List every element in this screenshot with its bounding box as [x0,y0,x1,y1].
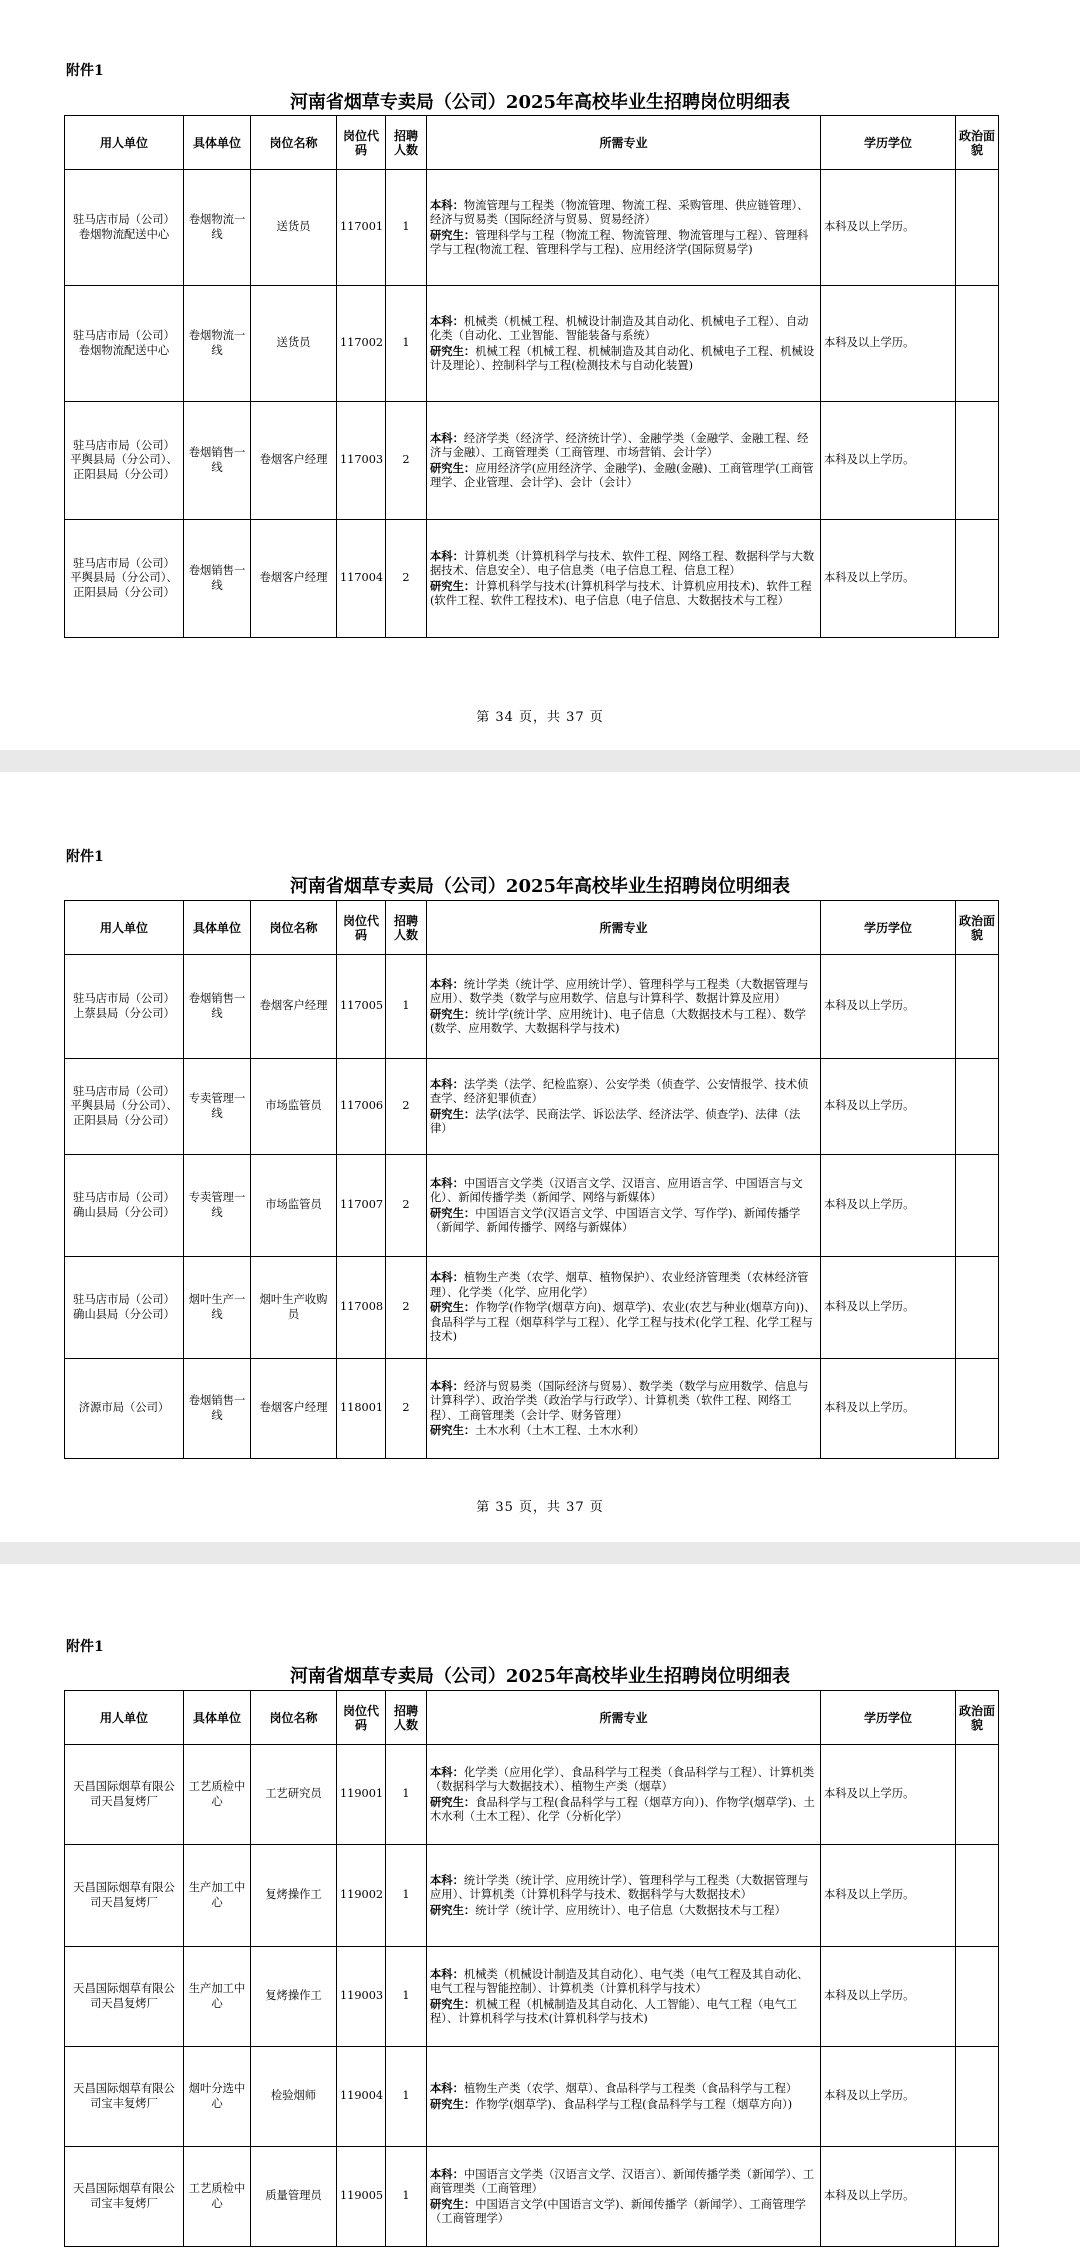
undergrad-label: 本科： [430,1764,464,1779]
cell-unit: 工艺质检中心 [184,1745,251,1845]
cell-code: 118001 [337,1359,386,1459]
cell-position: 卷烟客户经理 [251,955,337,1059]
attachment-label: 附件1 [66,63,104,79]
grad-label: 研究生： [430,1300,476,1315]
cell-code: 119001 [337,1745,386,1845]
cell-political [956,402,999,520]
grad-majors: 统计学(统计学、应用统计)、电子信息（大数据技术与工程）、数学(数学、应用数学、大数据科学与技术) [430,1007,806,1035]
cell-employer: 天昌国际烟草有限公司宝丰复烤厂 [65,2047,184,2147]
page-divider [0,1542,1080,1564]
grad-label: 研究生： [430,578,476,593]
header-position: 岗位名称 [251,116,337,170]
header-education: 学历学位 [821,116,956,170]
cell-count: 1 [386,286,427,402]
cell-unit: 卷烟销售一线 [184,1359,251,1459]
cell-political [956,1257,999,1359]
grad-label: 研究生： [430,343,476,358]
recruitment-table [64,115,999,638]
table-title: 河南省烟草专卖局（公司）2025年高校毕业生招聘岗位明细表 [289,92,791,113]
cell-political [956,955,999,1059]
cell-position: 质量管理员 [251,2147,337,2247]
undergrad-majors: 法学类（法学、纪检监察）、公安学类（侦查学、公安情报学、技术侦查学、经济犯罪侦查） [430,1077,809,1105]
cell-education: 本科及以上学历。 [821,1947,956,2047]
cell-code: 119005 [337,2147,386,2247]
cell-education: 本科及以上学历。 [821,1845,956,1947]
cell-position: 卷烟客户经理 [251,402,337,520]
cell-education: 本科及以上学历。 [821,520,956,638]
cell-unit: 卷烟物流一线 [184,286,251,402]
cell-major [427,286,821,402]
table-row [65,1745,999,1845]
page-footer: 第 35 页，共 37 页 [476,1500,604,1515]
grad-label: 研究生： [430,1996,476,2011]
recruitment-table [64,900,999,1459]
grad-majors: 机械工程（机械制造及其自动化、人工智能）、电气工程（电气工程）、计算机科学与技术(计算机科学与技术) [430,1997,798,2025]
grad-label: 研究生： [430,2096,476,2111]
grad-majors: 土木水利（土木工程、土木水利） [475,1424,645,1437]
cell-code: 117008 [337,1257,386,1359]
cell-code: 117002 [337,286,386,402]
cell-unit: 生产加工中心 [184,1947,251,2047]
table-row [65,520,999,638]
header-major: 所需专业 [427,901,821,955]
cell-code: 119003 [337,1947,386,2047]
cell-employer: 天昌国际烟草有限公司天昌复烤厂 [65,1845,184,1947]
cell-major [427,955,821,1059]
header-position: 岗位名称 [251,901,337,955]
header-unit: 具体单位 [184,1691,251,1745]
cell-position: 工艺研究员 [251,1745,337,1845]
grad-majors: 法学(法学、民商法学、诉讼法学、经济法学、侦查学)、法律（法律） [430,1107,801,1135]
table-row [65,170,999,286]
grad-majors: 管理科学与工程（物流工程、物流管理、物流管理与工程）、管理科学与工程(物流工程、管理科学与工程)、应用经济学(国际贸易学) [430,228,809,256]
cell-count: 1 [386,955,427,1059]
cell-political [956,1359,999,1459]
cell-count: 1 [386,2147,427,2247]
table-row [65,1257,999,1359]
cell-count: 1 [386,2047,427,2147]
grad-label: 研究生： [430,1106,476,1121]
undergrad-majors: 机械类（机械工程、机械设计制造及其自动化、机械电子工程）、自动化类（自动化、工业智能、智能装备与系统） [430,314,809,342]
undergrad-majors: 统计学类（统计学、应用统计学）、管理科学与工程类（大数据管理与应用）、计算机类（计算机科学与技术、数据科学与大数据技术） [430,1873,809,1902]
cell-employer: 驻马店市局（公司）卷烟物流配送中心 [65,170,184,286]
cell-unit: 专卖管理一线 [184,1059,251,1155]
cell-employer: 驻马店市局（公司）平舆县局（分公司）、正阳县局（分公司） [65,520,184,638]
header-education: 学历学位 [821,1691,956,1745]
cell-education: 本科及以上学历。 [821,1257,956,1359]
cell-education: 本科及以上学历。 [821,1745,956,1845]
cell-code: 119004 [337,2047,386,2147]
grad-majors: 作物学(烟草学)、食品科学与工程(食品科学与工程（烟草方向）) [475,2097,793,2111]
cell-political [956,286,999,402]
cell-employer: 天昌国际烟草有限公司宝丰复烤厂 [65,2147,184,2247]
cell-position: 卷烟客户经理 [251,1359,337,1459]
cell-education: 本科及以上学历。 [821,170,956,286]
cell-employer: 驻马店市局（公司）平舆县局（分公司）、正阳县局（分公司） [65,1059,184,1155]
undergrad-majors: 植物生产类（农学、烟草）、食品科学与工程类（食品科学与工程） [463,2082,798,2095]
doc-page-35 [0,772,1080,1542]
undergrad-majors: 中国语言文学类（汉语言文学、汉语言）、新闻传播学类（新闻学）、工商管理类（工商管理） [430,2167,815,2195]
grad-label: 研究生： [430,1423,476,1437]
cell-count: 2 [386,402,427,520]
cell-political [956,1059,999,1155]
undergrad-label: 本科： [430,430,464,445]
cell-position: 检验烟师 [251,2047,337,2147]
cell-education: 本科及以上学历。 [821,2147,956,2247]
cell-major [427,402,821,520]
undergrad-majors: 植物生产类（农学、烟草、植物保护）、农业经济管理类（农林经济管理）、化学类（化学、应用化学） [430,1271,809,1299]
cell-position: 复烤操作工 [251,1845,337,1947]
undergrad-label: 本科： [430,1270,464,1285]
cell-position: 市场监管员 [251,1059,337,1155]
cell-count: 2 [386,520,427,638]
header-count: 招聘人数 [386,901,427,955]
cell-employer: 驻马店市局（公司）卷烟物流配送中心 [65,286,184,402]
header-code: 岗位代码 [337,1691,386,1745]
grad-label: 研究生： [430,1006,476,1021]
grad-label: 研究生： [430,227,476,242]
cell-major [427,520,821,638]
grad-label: 研究生： [430,1205,476,1220]
undergrad-label: 本科： [430,2166,464,2181]
header-row [65,116,999,170]
cell-major [427,170,821,286]
cell-code: 117007 [337,1155,386,1257]
doc-page-36 [0,1564,1080,2265]
cell-political [956,1155,999,1257]
cell-unit: 卷烟销售一线 [184,402,251,520]
header-code: 岗位代码 [337,116,386,170]
table-row [65,1359,999,1459]
undergrad-majors: 计算机类（计算机科学与技术、软件工程、网络工程、数据科学与大数据技术、信息安全）、电子信息类（电子信息工程、信息工程） [430,549,815,577]
cell-major [427,1845,821,1947]
cell-unit: 工艺质检中心 [184,2147,251,2247]
cell-political [956,170,999,286]
header-count: 招聘人数 [386,1691,427,1745]
cell-position: 送货员 [251,286,337,402]
table-row [65,2047,999,2147]
grad-majors: 中国语言文学(中国语言文学)、新闻传播学（新闻学）、工商管理学（工商管理学） [430,2197,806,2225]
undergrad-majors: 物流管理与工程类（物流管理、物流工程、采购管理、供应链管理）、经济与贸易类（国际经济与贸易、贸易经济） [430,198,809,226]
cell-count: 2 [386,1155,427,1257]
cell-major [427,1059,821,1155]
cell-education: 本科及以上学历。 [821,1059,956,1155]
header-unit: 具体单位 [184,116,251,170]
grad-label: 研究生： [430,460,476,475]
header-position: 岗位名称 [251,1691,337,1745]
cell-political [956,520,999,638]
cell-political [956,1947,999,2047]
cell-count: 1 [386,1745,427,1845]
cell-education: 本科及以上学历。 [821,2047,956,2147]
grad-majors: 应用经济学(应用经济学、金融学)、金融(金融)、工商管理学(工商管理学、企业管理、会计学)、会计（会计） [430,461,814,489]
cell-employer: 驻马店市局（公司）上蔡县局（分公司） [65,955,184,1059]
table-row [65,955,999,1059]
undergrad-label: 本科： [430,2081,464,2095]
undergrad-label: 本科： [430,1076,464,1091]
grad-majors: 食品科学与工程(食品科学与工程（烟草方向）)、作物学(烟草学)、土木水利（土木工程）、化学（分析化学） [430,1795,815,1823]
cell-major [427,1745,821,1845]
grad-majors: 计算机科学与技术(计算机科学与技术、计算机应用技术)、软件工程(软件工程、软件工程技术)、电子信息（电子信息、大数据技术与工程） [430,579,812,607]
grad-majors: 机械工程（机械工程、机械制造及其自动化、机械电子工程、机械设计及理论）、控制科学与工程(检测技术与自动化装置) [430,344,815,372]
undergrad-majors: 经济与贸易类（国际经济与贸易）、数学类（数学与应用数学、信息与计算科学）、政治学类（政治学与行政学）、计算机类（软件工程、网络工程）、工商管理类（会计学、财务管理） [430,1379,809,1422]
undergrad-label: 本科： [430,1175,464,1190]
cell-unit: 烟叶生产一线 [184,1257,251,1359]
cell-employer: 天昌国际烟草有限公司天昌复烤厂 [65,1745,184,1845]
header-political: 政治面貌 [956,1691,999,1745]
cell-education: 本科及以上学历。 [821,955,956,1059]
undergrad-label: 本科： [430,976,464,991]
undergrad-majors: 统计学类（统计学、应用统计学）、管理科学与工程类（大数据管理与应用）、数学类（数学与应用数学、信息与计算科学、数据计算及应用） [430,977,809,1005]
header-employer: 用人单位 [65,116,184,170]
table-row [65,1059,999,1155]
header-major: 所需专业 [427,116,821,170]
undergrad-majors: 中国语言文学类（汉语言文学、汉语言、应用语言学、中国语言与文化）、新闻传播学类（新闻学、网络与新媒体） [430,1176,803,1204]
cell-unit: 烟叶分选中心 [184,2047,251,2147]
grad-majors: 中国语言文学(汉语言文学、中国语言文学、写作学)、新闻传播学（新闻学、新闻传播学、网络与新媒体） [430,1206,801,1234]
cell-political [956,1745,999,1845]
cell-political [956,1845,999,1947]
cell-major [427,2047,821,2147]
attachment-label: 附件1 [66,849,104,865]
cell-education: 本科及以上学历。 [821,1155,956,1257]
grad-label: 研究生： [430,2196,476,2211]
undergrad-label: 本科： [430,1378,464,1393]
cell-major [427,1155,821,1257]
cell-code: 119002 [337,1845,386,1947]
table-title: 河南省烟草专卖局（公司）2025年高校毕业生招聘岗位明细表 [289,1666,791,1687]
header-political: 政治面貌 [956,116,999,170]
undergrad-majors: 经济学类（经济学、经济统计学）、金融学类（金融学、金融工程、经济与金融）、工商管理类（工商管理、市场营销、会计学） [430,431,809,459]
cell-unit: 卷烟销售一线 [184,955,251,1059]
grad-label: 研究生： [430,1794,476,1809]
undergrad-label: 本科： [430,313,464,328]
cell-position: 市场监管员 [251,1155,337,1257]
cell-employer: 驻马店市局（公司）平舆县局（分公司）、正阳县局（分公司） [65,402,184,520]
header-unit: 具体单位 [184,901,251,955]
cell-employer: 驻马店市局（公司）确山县局（分公司） [65,1155,184,1257]
cell-education: 本科及以上学历。 [821,402,956,520]
table-row [65,1845,999,1947]
cell-count: 2 [386,1257,427,1359]
cell-major [427,2147,821,2247]
header-major: 所需专业 [427,1691,821,1745]
cell-political [956,2047,999,2147]
page-footer: 第 34 页，共 37 页 [476,710,604,725]
header-count: 招聘人数 [386,116,427,170]
cell-employer: 天昌国际烟草有限公司天昌复烤厂 [65,1947,184,2047]
cell-position: 卷烟客户经理 [251,520,337,638]
cell-unit: 专卖管理一线 [184,1155,251,1257]
page-divider [0,750,1080,772]
table-row [65,286,999,402]
header-employer: 用人单位 [65,901,184,955]
table-title: 河南省烟草专卖局（公司）2025年高校毕业生招聘岗位明细表 [289,876,791,897]
cell-education: 本科及以上学历。 [821,1359,956,1459]
cell-count: 2 [386,1359,427,1459]
cell-code: 117003 [337,402,386,520]
undergrad-majors: 化学类（应用化学）、食品科学与工程类（食品科学与工程）、计算机类（数据科学与大数据技术）、植物生产类（烟草） [430,1765,815,1793]
cell-unit: 生产加工中心 [184,1845,251,1947]
header-employer: 用人单位 [65,1691,184,1745]
header-row [65,1691,999,1745]
recruitment-table [64,1690,999,2247]
table-row [65,402,999,520]
header-political: 政治面貌 [956,901,999,955]
grad-label: 研究生： [430,1902,476,1917]
cell-code: 117006 [337,1059,386,1155]
grad-majors: 作物学(作物学(烟草方向)、烟草学)、农业(农艺与种业(烟草方向))、食品科学与工程（烟草科学与工程）、化学工程与技术(化学工程、化学工程与技术) [430,1301,816,1344]
cell-position: 烟叶生产收购员 [251,1257,337,1359]
table-row [65,1947,999,2047]
cell-major [427,1257,821,1359]
cell-count: 1 [386,1947,427,2047]
table-row [65,2147,999,2247]
grad-majors: 统计学（统计学、应用统计）、电子信息（大数据技术与工程） [475,1903,786,1917]
cell-position: 复烤操作工 [251,1947,337,2047]
cell-political [956,2147,999,2247]
cell-code: 117005 [337,955,386,1059]
cell-employer: 驻马店市局（公司）确山县局（分公司） [65,1257,184,1359]
table-row [65,1155,999,1257]
undergrad-label: 本科： [430,1966,464,1981]
cell-major [427,1359,821,1459]
cell-code: 117001 [337,170,386,286]
undergrad-label: 本科： [430,1872,464,1887]
undergrad-label: 本科： [430,197,464,212]
header-education: 学历学位 [821,901,956,955]
undergrad-label: 本科： [430,548,464,563]
cell-education: 本科及以上学历。 [821,286,956,402]
cell-count: 1 [386,1845,427,1947]
cell-major [427,1947,821,2047]
cell-unit: 卷烟物流一线 [184,170,251,286]
undergrad-majors: 机械类（机械设计制造及其自动化）、电气类（电气工程及其自动化、电气工程与智能控制）、计算机类（计算机科学与技术） [430,1967,809,1995]
cell-count: 2 [386,1059,427,1155]
cell-position: 送货员 [251,170,337,286]
cell-unit: 卷烟销售一线 [184,520,251,638]
doc-page-34 [0,0,1080,750]
cell-count: 1 [386,170,427,286]
header-code: 岗位代码 [337,901,386,955]
cell-code: 117004 [337,520,386,638]
attachment-label: 附件1 [66,1639,104,1655]
header-row [65,901,999,955]
cell-employer: 济源市局（公司） [65,1359,184,1459]
